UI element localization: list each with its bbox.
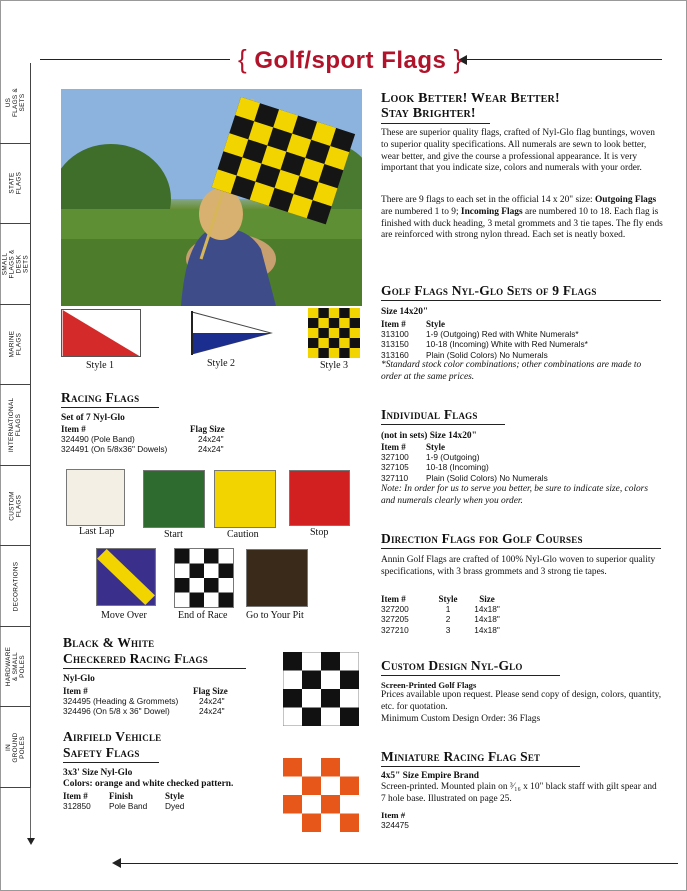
table-row: 327205 2 14x18" [381,614,500,625]
checkered-racing-flag [283,652,359,726]
move-over-caption: Move Over [101,610,147,621]
section-tab-rail [0,63,31,788]
individual-rule [381,424,505,425]
table-row: 327200 1 14x18" [381,604,500,615]
stay-brighter-heading: Stay Brighter! [381,106,476,121]
airfield-rule [63,762,159,763]
table-row: 324495 (Heading & Grommets) 24x24" [63,696,225,707]
checkered-sub: Nyl-Glo [63,674,95,684]
table-row: 313100 1-9 (Outgoing) Red with White Numerals* [381,329,579,340]
page-title: { Golf/sport Flags } [238,44,463,74]
table-row: 327210 3 14x18" [381,624,500,635]
stay-brighter-rule [381,123,490,124]
airfield-colors: Colors: orange and white checked pattern. [63,779,234,789]
section-tab-label: MARINE FLAGS [8,331,23,358]
miniature-size: 4x5" Size Empire Brand [381,771,480,781]
custom-heading: Custom Design Nyl-Glo [381,658,523,673]
col-style: Style [426,319,445,329]
miniature-heading: Miniature Racing Flag Set [381,749,541,764]
sets-of-9-heading: Golf Flags Nyl-Glo Sets of 9 Flags [381,283,597,298]
checkered-rule [63,668,246,669]
miniature-item: 324475 [381,820,409,830]
individual-heading: Individual Flags [381,407,478,422]
caution-flag [214,470,276,528]
checkered-table: Item # Flag Size 324495 (Heading & Grommets) 24x24" 324496 (On 5/8 x 36" Dowel) 24x24" [63,686,228,717]
section-tab[interactable] [0,385,31,466]
sets-of-9-size: Size 14x20" [381,307,429,317]
section-tab-label: DECORATIONS [12,561,20,611]
go-to-your-pit-flag [246,549,308,607]
racing-rule [61,407,159,408]
style2-caption: Style 2 [207,358,236,369]
miniature-rule [381,766,580,767]
section-tab[interactable] [0,144,31,225]
section-tab[interactable] [0,466,31,547]
table-row: 312850 Pole Band Dyed [63,801,185,812]
sets-of-9-table [381,319,588,360]
rail-arrow-down-icon [27,838,35,845]
individual-note: Note: In order for us to serve you better, be sure to indicate size, colors and numerals clearly when you order. [381,484,648,506]
style2-pennant-flag [191,311,273,355]
section-tab-label: INTERNATIONAL FLAGS [8,397,23,453]
col-item: Item # [381,319,406,329]
airfield-orange-checkered-flag [283,758,359,832]
section-tab-label: IN GROUND POLES [5,732,26,763]
checkered-heading-2: Checkered Racing Flags [63,651,208,666]
custom-min: Minimum Custom Design Order: 36 Flags [381,714,541,724]
move-over-flag [96,548,156,606]
stop-caption: Stop [310,527,329,538]
section-tab[interactable] [0,305,31,386]
end-of-race-caption: End of Race [178,610,228,621]
end-of-race-flag [174,548,234,608]
section-tab[interactable] [0,707,31,788]
section-tab[interactable] [0,224,31,305]
title-rule-left [40,59,230,60]
rail-tick [30,788,31,843]
airfield-heading-1: Airfield Vehicle [63,729,162,744]
racing-table: Item # Flag Size 324490 (Pole Band) 24x24" 324491 (On 5/8x36" Dowels) 24x24" [61,424,225,455]
miniature-col-item: Item # [381,810,406,820]
racing-heading: Racing Flags [61,390,140,405]
look-better-para1: These are superior quality flags, crafted of Nyl-Glo flag buntings, woven to superior quality specifications. All numerals are sewn to look better, wear better, and give the course a professional appearance. It is very important that you indicate size, colors and numerals with your order. [381,128,655,174]
airfield-table: Item # Finish Style 312850 Pole Band Dyed [63,791,185,812]
miniature-para: Screen-printed. Mounted plain on ³⁄₁₆ x 10" black staff with gilt spear and 7 hole base. Illustrated on page 25. [381,782,657,804]
racing-sub: Set of 7 Nyl-Glo [61,413,125,423]
section-tab-label: CUSTOM FLAGS [8,490,23,521]
checkered-heading-1: Black & White [63,635,155,650]
golf-flag-photo [61,89,362,306]
title-rule-right [462,59,662,60]
section-tab[interactable] [0,627,31,708]
start-flag [143,470,205,528]
table-row: 324490 (Pole Band) 24x24" [61,434,224,445]
custom-rule [381,675,560,676]
table-row: 327110 Plain (Solid Colors) No Numerals [381,472,548,483]
airfield-heading-2: Safety Flags [63,745,140,760]
style1-caption: Style 1 [86,360,115,371]
section-tab-label: SMALL FLAGS & DESK SETS [1,249,30,279]
table-row: 327105 10-18 (Incoming) [381,462,489,473]
style1-red-triangle-flag [61,309,141,357]
last-lap-caption: Last Lap [79,526,115,537]
sets-of-9-note: *Standard stock color combinations; other combinations are made to order at the same prices. [381,360,642,382]
airfield-sub: 3x3' Size Nyl-Glo [63,768,133,778]
sets-of-9-rule [381,300,661,301]
individual-size: (not in sets) Size 14x20" [381,431,477,441]
look-better-para2: There are 9 flags to each set in the official 14 x 20" size: Outgoing Flags are numbered 1 to 9; Incoming Flags are numbered 10 to 18. Each flag is finished with duck heading, 3 metal grommets and 3 tie tapes. The fly ends are reinforced with strong nylon thread. Each set is neatly boxed. [381,195,663,241]
direction-rule [381,548,661,549]
section-tab[interactable] [0,63,31,144]
table-row: 327100 1-9 (Outgoing) [381,452,480,463]
style3-caption: Style 3 [320,360,349,371]
custom-para: Prices available upon request. Please send copy of design, colors, quantity, etc. for quotation. [381,690,662,712]
custom-sub: Screen-Printed Golf Flags [381,680,477,690]
section-tab-label: HARDWARE & SMALL POLES [5,646,27,687]
direction-para: Annin Golf Flags are crafted of 100% Nyl-Glo woven to superior quality specifications, with 3 brass grommets and 3 strong tie tapes. [381,555,656,577]
stop-flag [289,470,350,526]
caution-caption: Caution [227,529,259,540]
table-row: 324496 (On 5/8 x 36" Dowel) 24x24" [63,706,225,717]
direction-heading: Direction Flags for Golf Courses [381,531,583,546]
section-tab-label: US FLAGS & SETS [5,88,26,118]
individual-table: Item # Style 327100 1-9 (Outgoing) 327105 10-18 (Incoming) 327110 Plain (Solid Colors) No Numerals [381,442,548,483]
section-tab-label: STATE FLAGS [8,172,23,195]
golf-flag-photo-art [61,89,362,306]
table-row: 313150 10-18 (Incoming) White with Red Numerals* [381,339,588,350]
table-row: 324491 (On 5/8x36" Dowels) 24x24" [61,444,224,455]
look-better-heading: Look Better! Wear Better! [381,91,560,106]
bottom-arrow-left-icon [112,858,121,868]
table-row: 313160 Plain (Solid Colors) No Numerals [381,349,548,360]
section-tab[interactable] [0,546,31,627]
direction-table: Item # Style Size 327200 1 14x18" 327205 2 14x18" 327210 3 14x18" [381,594,507,635]
go-to-your-pit-caption: Go to Your Pit [246,610,304,621]
style3-checkered-flag [308,308,360,358]
last-lap-flag [66,469,125,526]
start-caption: Start [164,529,183,540]
bottom-rule [118,863,678,864]
